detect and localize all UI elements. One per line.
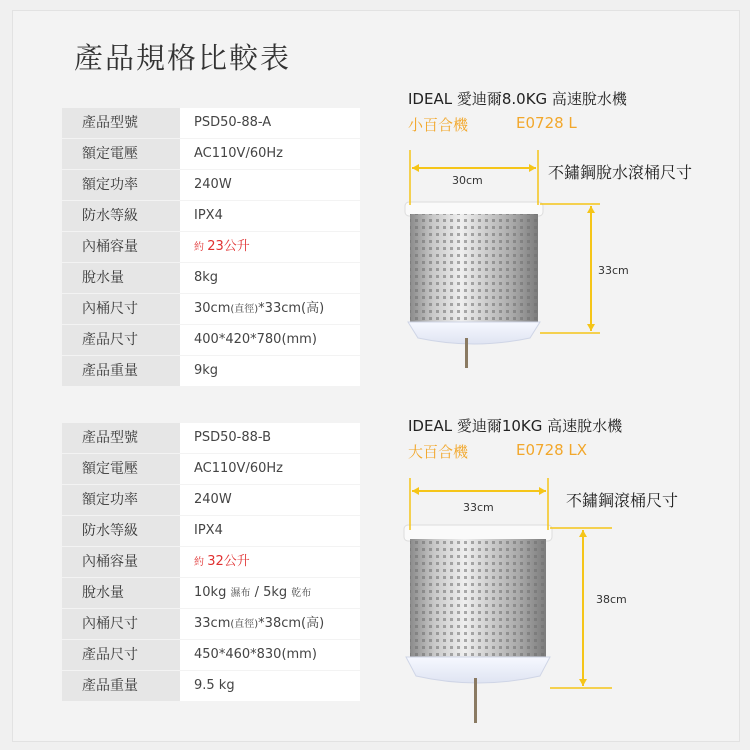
product-b-title: IDEAL 愛迪爾10KG 高速脫水機 [408, 417, 623, 435]
product-a-width-label: 30cm [452, 174, 483, 187]
spin-load-wet: 10kg [194, 585, 231, 600]
drum-diameter: 33cm [194, 616, 231, 631]
spec-value: 240W [194, 492, 232, 507]
drum-diameter-note: (直徑) [230, 304, 259, 315]
drum-height: *33cm(高) [258, 301, 325, 316]
product-b-dimension-note: 不鏽鋼滾桶尺寸 [566, 491, 679, 510]
capacity-value: 23公升 [207, 239, 250, 254]
spec-value: 450*460*830(mm) [194, 647, 317, 662]
product-b-code: E0728 LX [516, 441, 588, 459]
spin-load-wet-note: 濕布 [230, 588, 251, 599]
spec-value: PSD50-88-B [194, 430, 272, 445]
spec-key: 產品重量 [62, 671, 180, 701]
spec-key: 脫水量 [62, 263, 180, 293]
product-a-code: E0728 L [516, 114, 577, 132]
spec-value: PSD50-88-A [194, 115, 272, 130]
product-a-title: IDEAL 愛迪爾8.0KG 高速脫水機 [408, 90, 627, 108]
spec-value: IPX4 [194, 208, 223, 223]
spec-value: AC110V/60Hz [194, 461, 283, 476]
spec-key: 產品型號 [62, 423, 180, 453]
capacity-prefix: 約 [194, 557, 208, 568]
drum-a-height-dimension [540, 204, 600, 333]
capacity-prefix: 約 [194, 242, 208, 253]
spec-value: IPX4 [194, 523, 223, 538]
spec-key: 額定電壓 [62, 139, 180, 169]
spec-value: 240W [194, 177, 232, 192]
spec-key: 額定電壓 [62, 454, 180, 484]
spec-value: 9kg [194, 363, 219, 378]
spec-key: 產品重量 [62, 356, 180, 386]
spec-key: 內桶尺寸 [62, 609, 180, 639]
spec-value: 9.5 kg [194, 678, 235, 693]
spec-key: 產品尺寸 [62, 640, 180, 670]
spec-key: 內桶尺寸 [62, 294, 180, 324]
spin-load-dry-note: 乾布 [291, 588, 312, 599]
spec-key: 內桶容量 [62, 547, 180, 577]
product-b-height-label: 38cm [596, 593, 627, 606]
product-a-name: 小百合機 [408, 116, 469, 134]
spec-value: AC110V/60Hz [194, 146, 283, 161]
spec-key: 產品尺寸 [62, 325, 180, 355]
spec-key: 防水等級 [62, 516, 180, 546]
spin-load-dry: / 5kg [250, 585, 292, 600]
spec-key: 額定功率 [62, 170, 180, 200]
drum-b-height-dimension [550, 528, 612, 688]
drum-diameter: 30cm [194, 301, 231, 316]
spec-key: 防水等級 [62, 201, 180, 231]
capacity-value: 32公升 [207, 554, 250, 569]
spec-key: 產品型號 [62, 108, 180, 138]
spec-key: 額定功率 [62, 485, 180, 515]
spec-key: 脫水量 [62, 578, 180, 608]
product-a-dimension-note: 不鏽鋼脫水滾桶尺寸 [548, 163, 693, 182]
product-b-name: 大百合機 [408, 443, 469, 461]
spec-value: 400*420*780(mm) [194, 332, 317, 347]
drum-height: *38cm(高) [258, 616, 325, 631]
page-title: 產品規格比較表 [74, 41, 292, 75]
product-a-height-label: 33cm [598, 264, 629, 277]
drum-a-image [405, 202, 543, 368]
spec-key: 內桶容量 [62, 232, 180, 262]
spec-value: 8kg [194, 270, 219, 285]
product-b-width-label: 33cm [463, 501, 494, 514]
drum-b-image [404, 525, 552, 723]
drum-diameter-note: (直徑) [230, 619, 259, 630]
